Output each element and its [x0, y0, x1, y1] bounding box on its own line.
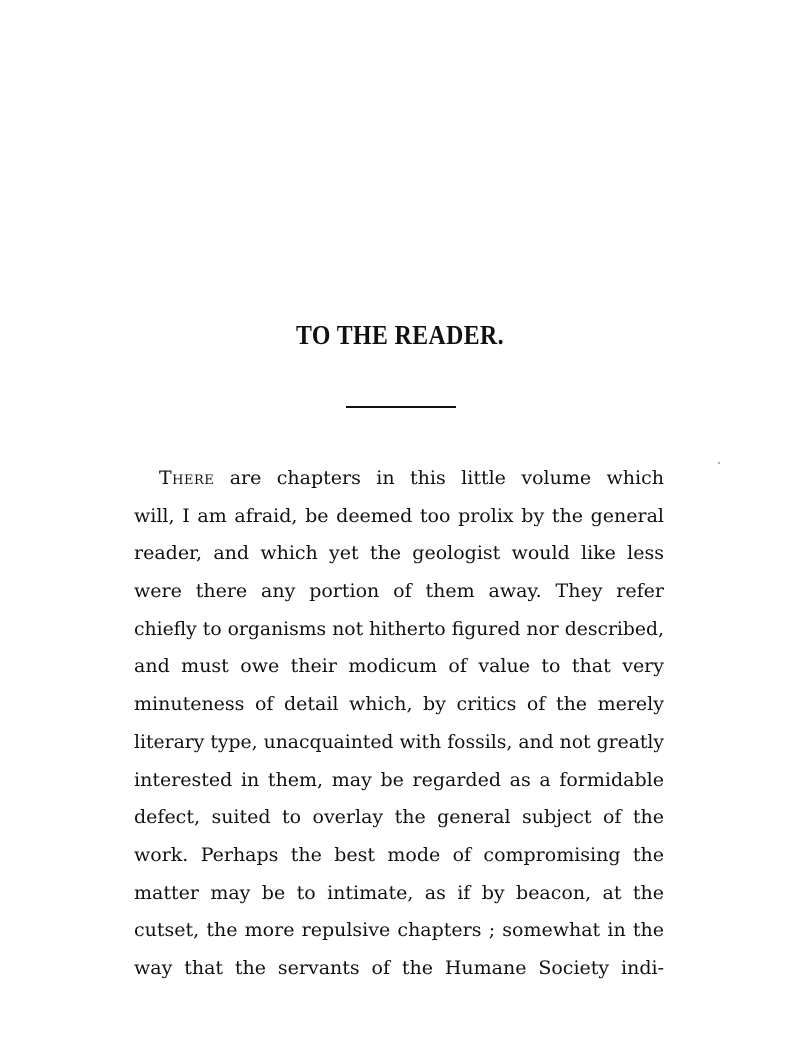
- text-line: were there any portion of them away. They refer: [134, 580, 664, 603]
- lead-word: There: [159, 467, 215, 489]
- text-line: [134, 460, 664, 498]
- text-line: way that the servants of the Humane Society indi-: [134, 956, 664, 979]
- title-rule: [346, 406, 456, 408]
- text-line: work. Perhaps the best mode of compromising the: [134, 843, 664, 866]
- text-line: cutset, the more repulsive chapters ; somewhat in the: [134, 919, 664, 942]
- text-line: will, I am afraid, be deemed too prolix by the general: [134, 504, 664, 527]
- text-line: interested in them, may be regarded as a formidable: [134, 768, 664, 791]
- text-line: literary type, unacquainted with fossils, and not greatly: [134, 731, 664, 753]
- text-line: matter may be to intimate, as if by beacon, at the: [134, 881, 664, 904]
- page-title: TO THE READER.: [296, 320, 504, 350]
- text-line-content: are chapters in this little volume which: [214, 467, 664, 489]
- paper-speck: [718, 462, 720, 464]
- text-line: reader, and which yet the geologist would like less: [134, 542, 664, 565]
- body-paragraph: [134, 460, 664, 988]
- text-line: chiefly to organisms not hitherto figured nor described,: [134, 618, 664, 640]
- text-line: minuteness of detail which, by critics of the merely: [134, 693, 664, 716]
- text-line: defect, suited to overlay the general subject of the: [134, 806, 664, 829]
- text-line: and must owe their modicum of value to that very: [134, 655, 664, 678]
